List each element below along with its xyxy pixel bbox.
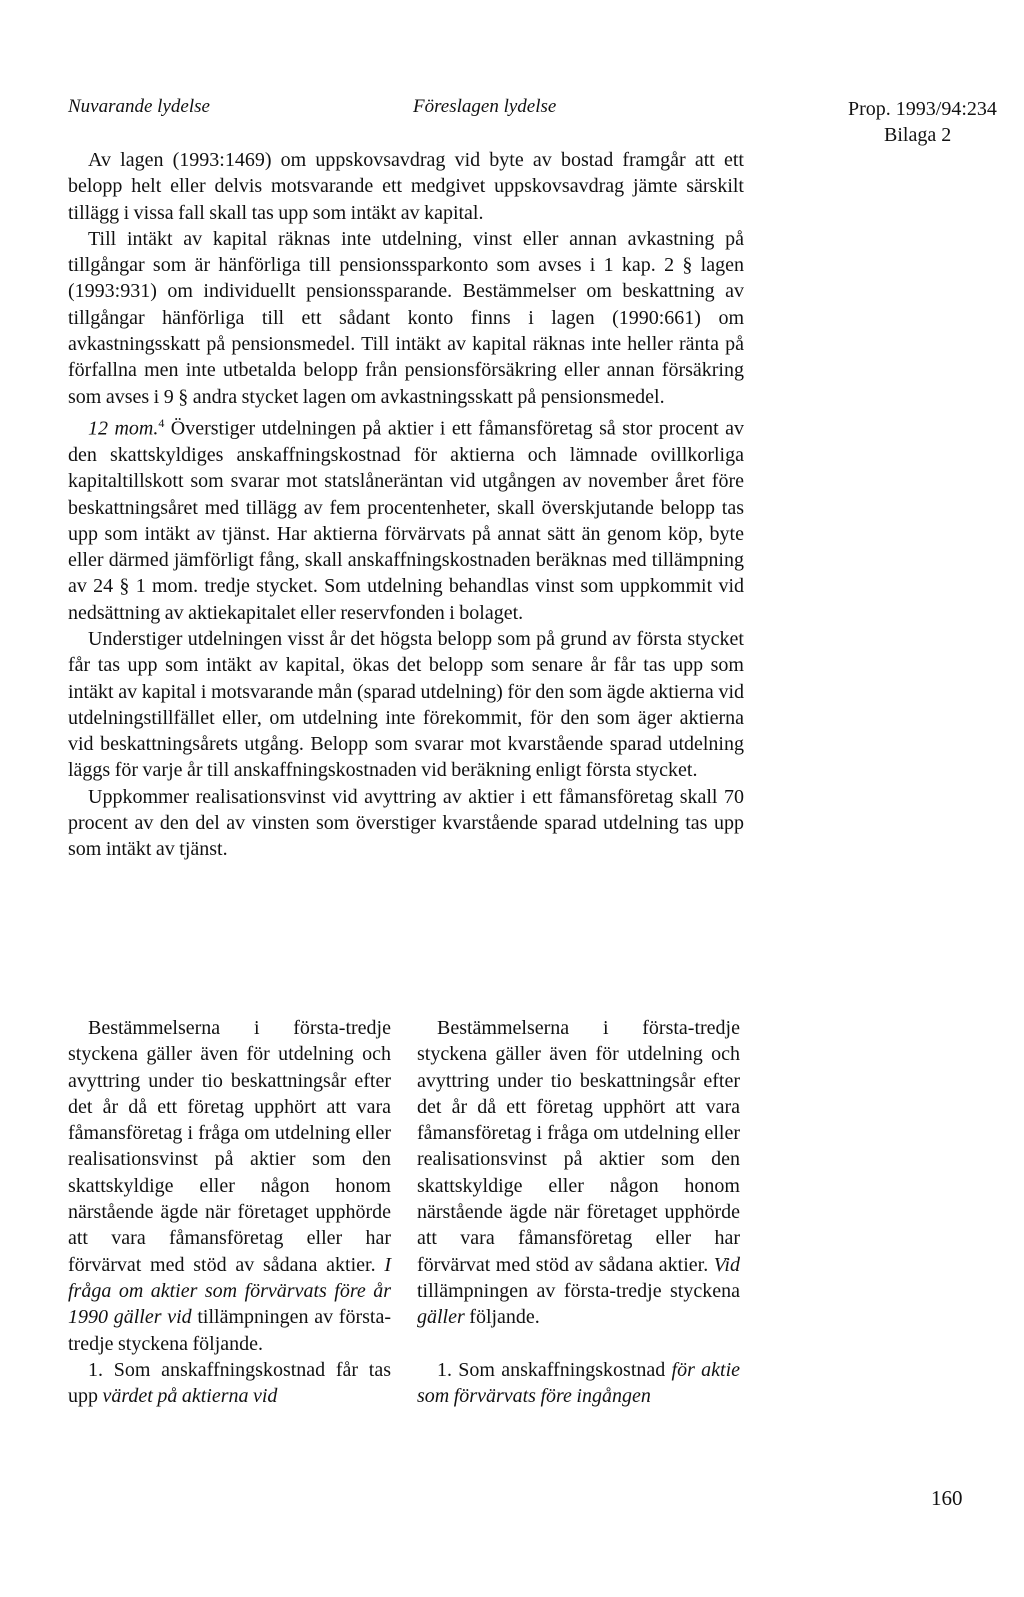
left-p2-text: 1. Som anskaffningskostnad får tas upp (68, 1358, 391, 1408)
paragraph-12-mom-text: Överstiger utdelningen på aktier i ett fåmansföretag så stor procent av den skattskyldiges anskaffningskostnad för aktierna och lämnade ovillkorliga kapitaltillskott som svarar mot statslåneräntan vid utgången av november året före beskattningsåret med tillägg av fem procentenheter, skall överskjutande belopp tas upp som intäkt av tjänst. Har aktierna förvärvats på annat sätt än genom köp, byte eller därmed jämförligt fång, skall anskaffningskostnaden beräknas med tillämpning av 24 § 1 mom. tredje stycket. Som utdelning behandlas vinst som uppkommit vid nedsättning av aktiekapitalet eller reservfonden i bolaget. (68, 417, 744, 624)
left-p1-text: Bestämmelserna i första-tredje styckena gäller även för utdelning och avyttring under tio beskattningsår efter det år då ett företag upphört att vara fåmansföretag i fråga om utdelning eller realisationsvinst på aktier som den skattskyldige eller någon honom närstående ägde när företaget upphörde att vara fåmansföretag eller har förvärvat med stöd av sådana aktier. (68, 1017, 391, 1276)
right-p2-text: 1. Som anskaffningskostnad (437, 1358, 672, 1381)
page-number: 160 (931, 1486, 963, 1510)
appendix-label: Bilaga 2 (884, 124, 952, 146)
proposed-text-column (417, 1015, 740, 1409)
paragraph-pensionssparkonto: Till intäkt av kapital räknas inte utdelning, vinst eller annan avkastning på tillgångar som är hänförliga till pensionssparkonto som avses i 1 kap. 2 § lagen (1993:931) om individuellt pensionssparande. Bestämmelser om beskattning av tillgångar hänförliga till ett sådant konto finns i lagen (1990:661) om avkastningsskatt på pensionsmedel. Till intäkt av kapital räknas inte heller ränta på förfallna men inte utbetalda belopp från pensionsförsäkring eller annan försäkring som avses i 9 § andra stycket lagen om avkastningsskatt på pensionsmedel. (68, 227, 744, 408)
right-paragraph-point-1 (417, 1357, 740, 1410)
paragraph-realisationsvinst: Uppkommer realisationsvinst vid avyttring av aktier i ett fåmansföretag skall 70 procent av den del av vinsten som överstiger kvarstående sparad utdelning tas upp som intäkt av tjänst. (68, 785, 744, 861)
right-p2-italic: för aktie som förvärvats före ingången (417, 1358, 740, 1407)
right-p1-italic-b: gäller (417, 1306, 465, 1329)
proposition-number: Prop. 1993/94:234 (848, 98, 997, 120)
right-p1-text: Bestämmelserna i första-tredje styckena gäller även för utdelning och avyttring under tio beskattningsår efter det år då ett företag upphört att vara fåmansföretag i fråga om utdelning eller realisationsvinst på aktier som den skattskyldige eller någon honom närstående ägde när företaget upphörde att vara fåmansföretag eller har förvärvat med stöd av sådana aktier. (417, 1017, 740, 1276)
header-current-label: Nuvarande lydelse (68, 96, 210, 117)
right-p1-mid: tillämpningen av första-tredje styckena (417, 1279, 740, 1302)
paragraph-uppskovsavdrag: Av lagen (1993:1469) om uppskovsavdrag vid byte av bostad framgår att ett belopp helt eller delvis motsvarande ett medgivet uppskovsavdrag jämte särskilt tillägg i vissa fall skall tas upp som intäkt av kapital. (68, 149, 744, 224)
paragraph-sparad-utdelning: Understiger utdelningen visst år det högsta belopp som på grund av första stycket får tas upp som intäkt av kapital, ökas det belopp som senare år får tas upp som intäkt av kapital i motsvarande mån (sparad utdelning) för den som ägde aktierna vid utdelningstillfället eller, om utdelning inte förekommit, för den som äger aktierna vid beskattningsårets utgång. Belopp som svarar mot kvarstående sparad utdelning läggs för varje år till anskaffningskostnaden vid beräkning enligt första stycket. (68, 628, 744, 782)
common-text-block (68, 147, 744, 863)
paragraph-12-mom (68, 410, 744, 626)
left-paragraph-point-1 (68, 1357, 391, 1410)
left-paragraph-bestammelserna (68, 1015, 391, 1357)
right-paragraph-bestammelserna (417, 1015, 740, 1331)
left-p1-italic: I fråga om aktier som förvärvats före år 1990 gäller vid (68, 1253, 391, 1329)
footnote-ref: 4 (158, 415, 165, 430)
header-proposed-label: Föreslagen lydelse (413, 96, 557, 117)
right-p1-italic-a: Vid (713, 1253, 740, 1276)
current-text-column (68, 1015, 391, 1409)
left-p2-italic: värdet på aktierna vid (102, 1385, 278, 1408)
header-reference (848, 96, 997, 148)
section-marker: 12 mom. (88, 417, 159, 440)
right-p1-tail: följande. (464, 1306, 540, 1329)
left-p1-tail: tillämpningen av första-tredje styckena följande. (68, 1306, 391, 1355)
